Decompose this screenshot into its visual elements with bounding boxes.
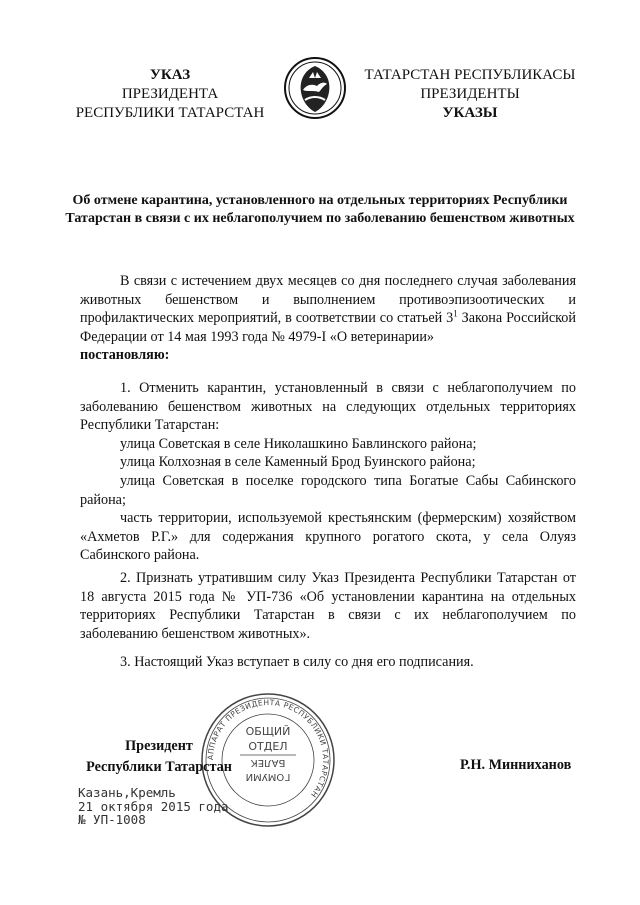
stamp-line-2: ОТДЕЛ bbox=[248, 740, 288, 753]
item-1-place-2: улица Колхозная в селе Каменный Брод Буинского района; bbox=[120, 454, 476, 470]
header-right bbox=[364, 66, 576, 123]
signer-name: Р.Н. Минниханов bbox=[460, 757, 572, 773]
decree-number: № УП-1008 bbox=[78, 812, 146, 827]
header-left-line-3: РЕСПУБЛИКИ ТАТАРСТАН bbox=[75, 105, 265, 121]
signer-position-line-2: Республики Татарстан bbox=[86, 759, 232, 775]
item-1-place-4: часть территории, используемой крестьянским (фермерским) хозяйством «Ахметов Р.Г.» для содержания крупного рогатого скота, у села Олуяз Сабинского района. bbox=[80, 510, 576, 564]
stamp-line-1: ОБЩИЙ bbox=[245, 725, 291, 738]
header-right-line-3: УКАЗЫ bbox=[442, 105, 498, 121]
article-superscript: 1 bbox=[453, 308, 458, 319]
signer-position-line-1: Президент bbox=[125, 738, 193, 754]
header-right-line-2: ПРЕЗИДЕНТЫ bbox=[420, 86, 520, 102]
document-title: Об отмене карантина, установленного на отдельных территориях Республики Татарстан в связи с их неблагополучием по заболеванию бешенством животных bbox=[65, 193, 575, 226]
place-date-block bbox=[78, 786, 229, 827]
date: 21 октября 2015 года bbox=[78, 798, 229, 814]
item-1-place-3: улица Советская в поселке городского типа Богатые Сабы Сабинского района; bbox=[80, 473, 576, 508]
header-left-line-2: ПРЕЗИДЕНТА bbox=[121, 86, 219, 102]
header-left bbox=[70, 66, 270, 123]
coat-of-arms-emblem bbox=[283, 56, 347, 120]
header-right-line-1: ТАТАРСТАН РЕСПУБЛИКАСЫ bbox=[364, 67, 576, 83]
item-1-place-1: улица Советская в селе Николашкино Бавлинского района; bbox=[120, 436, 477, 452]
preamble-text: В связи с истечением двух месяцев со дня последнего случая заболевания животных бешенством и выполнением противоэпизоотических и профилактических мероприятий, в соответствии со статьей 3 bbox=[80, 273, 576, 327]
place: Казань,Кремль bbox=[78, 785, 176, 800]
signer-position bbox=[84, 736, 234, 778]
item-3-paragraph: 3. Настоящий Указ вступает в силу со дня его подписания. bbox=[120, 654, 474, 670]
decree-word: постановляю: bbox=[80, 347, 170, 364]
stamp-line-3: БАЛЕК bbox=[250, 757, 286, 768]
stamp-ring-text: АППАРАТ ПРЕЗИДЕНТА РЕСПУБЛИКИ ТАТАРСТАН bbox=[205, 697, 331, 800]
item-2-paragraph: 2. Признать утратившим силу Указ Президента Республики Татарстан от 18 августа 2015 года № УП-736 «Об установлении карантина на отдельных территориях Республики Татарстан в связи с их неблагополучием по заболеванию бешенством животных». bbox=[80, 570, 576, 642]
header-left-line-1: УКАЗ bbox=[149, 67, 191, 83]
preamble-text-continued: Закона Российской Федерации от 14 мая 1993 года № 4979-I «О ветеринарии» bbox=[80, 310, 576, 345]
stamp-line-4: ГОМУМИ bbox=[245, 771, 291, 782]
item-1-intro: 1. Отменить карантин, установленный в связи с неблагополучием по заболеванию бешенством животных на следующих отдельных территориях Республики Татарстан: bbox=[80, 380, 576, 434]
preamble-paragraph bbox=[80, 272, 576, 365]
